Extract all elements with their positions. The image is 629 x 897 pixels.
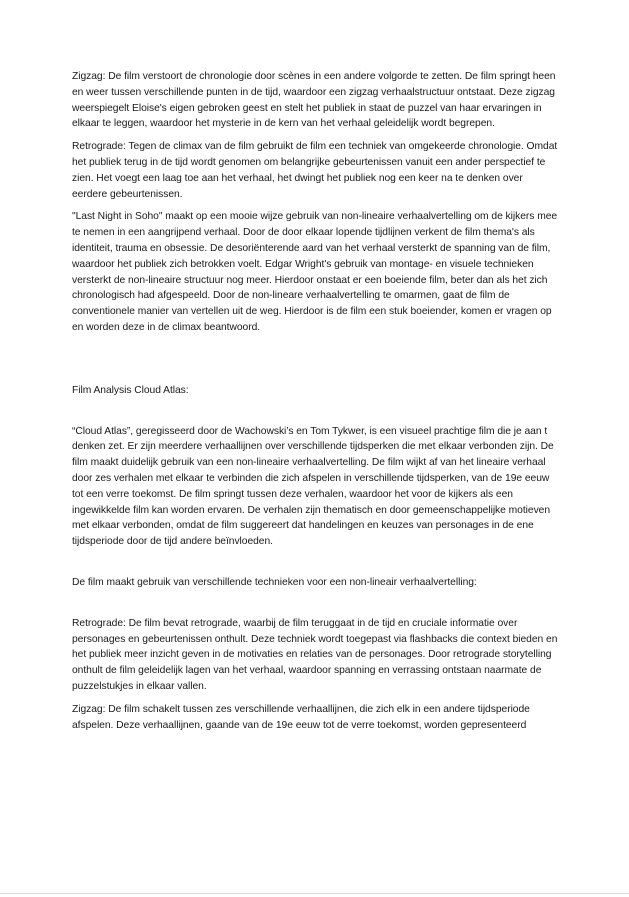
paragraph-soho-conclusion: "Last Night in Soho" maakt op een mooie wijze gebruik van non-lineaire verhaalvertelling om de kijkers mee te nemen in een aangrijpend verhaal. Door de door elkaar lopende tijdlijnen verkent de film thema's als identiteit, trauma en obsessie. De desoriënterende aard van het verhaal versterkt de spanning van de film, waardoor het publiek zich betrokken voelt. Edgar Wright's gebruik van montage- en visuele technieken versterkt de non-lineaire structuur nog meer. Hierdoor onstaat er een boeiende film, beter dan als het zich chronologisch had afgespeeld. Door de non-lineare verhaalvertelling te omarmen, gaat de film de conventionele manier van vertellen uit de weg. Hierdoor is de film een stuk boeiender, komen er vragen op en worden deze in de climax beantwoord. xyxy=(72,211,558,333)
paragraph-techniques: De film maakt gebruik van verschillende technieken voor een non-lineair verhaalvertelling: xyxy=(72,576,477,588)
spacer xyxy=(72,343,560,383)
paragraph-zigzag-soho: Zigzag: De film verstoort de chronologie door scènes in een andere volgorde te zetten. De film springt heen en weer tussen verschillende punten in de tijd, waardoor een zigzag verhaalstructuur ontstaat. Deze zigzag weerspiegelt Eloise's eigen gebroken geest en stelt het publiek in staat de puzzel van haar ervaringen in elkaar te leggen, waardoor het mysterie in de kern van het verhaal geleidelijk wordt begrepen. xyxy=(72,71,556,130)
document-body xyxy=(72,69,560,740)
heading-cloud-atlas: Film Analysis Cloud Atlas: xyxy=(72,384,189,396)
spacer xyxy=(72,557,560,575)
spacer xyxy=(72,406,560,424)
spacer xyxy=(72,598,560,616)
page-bottom-edge xyxy=(0,893,629,894)
paragraph-cloud-atlas-intro: “Cloud Atlas”, geregisseerd door de Wachowski’s en Tom Tykwer, is een visueel prachtige film die je aan t denken zet. Er zijn meerdere verhaallijnen over verschillende tijdsperken die met elkaar verbonden zijn. De film maakt duidelijk gebruik van een non-lineaire verhaalvertelling. De film wijkt af van het lineaire verhaal door zes verhalen met elkaar te verbinden die zich afspelen in verschillende tijdsperken, van de 19e eeuw tot een verre toekomst. De film springt tussen deze verhalen, waardoor het voor de kijkers als een ingewikkelde film kan worden ervaren. De verhalen zijn thematisch en door gemeenschappelijke motieven met elkaar verbonden, omdat de film suggereert dat handelingen en keuzes van personages in de ene tijdsperiode door de tijd andere beïnvloeden. xyxy=(72,425,554,548)
paragraph-retrograde-soho: Retrograde: Tegen de climax van de film gebruikt de film een techniek van omgekeerde chronologie. Omdat het publiek terug in de tijd wordt genomen om belangrijke gebeurtenissen vanuit een ander perspectief te zien. Het voegt een laag toe aan het verhaal, het dwingt het publiek nog een keer na te denken over eerdere gebeurtenissen. xyxy=(72,141,558,200)
paragraph-retrograde-atlas: Retrograde: De film bevat retrograde, waarbij de film teruggaat in de tijd en cruciale informatie over personages en gebeurtenissen onthult. Deze techniek wordt toegepast via flashbacks die context bieden en het publiek meer inzicht geven in de motivaties en relaties van de personages. Door retrograde storytelling onthult de film geleidelijk lagen van het verhaal, waardoor spanning en verrassing ontstaan naarmate de puzzelstukjes in elkaar vallen. xyxy=(72,617,558,692)
paragraph-zigzag-atlas: Zigzag: De film schakelt tussen zes verschillende verhaallijnen, die zich elk in een andere tijdsperiode afspelen. Deze verhaallijnen, gaande van de 19e eeuw tot de verre toekomst, worden gepresenteerd xyxy=(72,703,530,731)
